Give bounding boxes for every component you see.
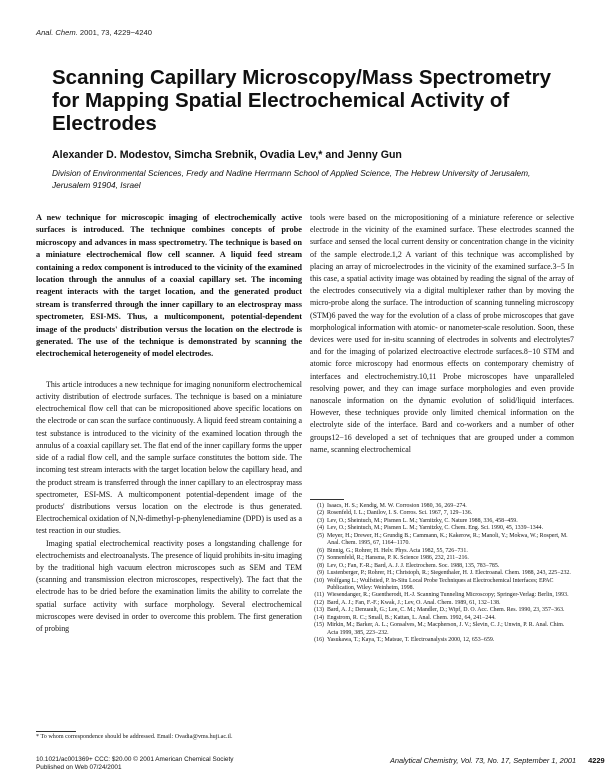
- reference-text: Isaacs, H. S.; Kendig, M. W. Corrosion 1980, 36, 269−274.: [327, 503, 467, 509]
- reference-text: Bard, A. J.; Denuault, G.; Lee, C. M.; Mandler, D.; Wipf, D. O. Acc. Chem. Res. 1990, 23, 357−363.: [327, 607, 565, 614]
- reference-number: (9): [317, 570, 324, 577]
- affiliation: Division of Environmental Sciences, Fredy and Nadine Herrmann School of Applied Science, The Hebrew University of Jerusalem, Jerusalem 91904, Israel: [52, 168, 531, 190]
- published-line: Published on Web 07/24/2001: [36, 763, 122, 771]
- reference-number: (1): [317, 503, 324, 509]
- doi-block: [36, 756, 233, 772]
- reference-number: (11): [314, 592, 324, 599]
- reference-number: (4): [317, 525, 324, 532]
- reference-text: Engstrom, R. C.; Small, B.; Kattan, L. Anal. Chem. 1992, 64, 241−244.: [327, 614, 496, 621]
- abstract: A new technique for microscopic imaging of electrochemically active surfaces is introduced. The technique combines concepts of probe microscopy and advances in mass spectrometry. The technique is based on a miniature electrochemical flow cell scanner. A liquid feed stream containing a redox component is introduced to the vicinity of the examined location through the annulus of a coaxial capillary set. The incoming reagent interacts with the target location, and the generated product stream is transferred through the inner capillary to an electrospray mass spectrometer, ESI-MS. Thus, a multicomponent, potential-dependent image of the products' distribution versus the location on the electrode is generated. The use of the technique is demonstrated by scanning the electrochemical heterogeneity of model electrodes.: [36, 213, 302, 359]
- reference-text: Lev, O.; Sheintuch, M.; Pismen L. M.; Yarnitzky, C. Chem. Eng. Sci. 1990, 45, 1339−1344.: [327, 525, 544, 532]
- article-title: Scanning Capillary Microscopy/Mass Spectrometry for Mapping Spatial Electrochemical Activity of Electrodes: [52, 66, 551, 135]
- body-paragraph: tools were based on the micropositioning of a miniature reference or selective electrode in the vicinity of the examined surface. These electrodes scanned the surface and sensed the local current density or concentration change in the vicinity of the sample electrode.1,2 A variant of this technique was accomplished by placing an array of microelectrodes in the vicinity of the examined surface.3−5 In this case, a spatial activity image was obtained by reading the signal of the array of the electrodes consecutively via a digital multiplexer rather than by moving the micro-probe along the surface. The introduction of scanning tunneling microscopy (STM)6 paved the way for the evolution of a class of probe microscopes that gave morphological information with atomic- or nanometer-scale resolution. Soon, these devices were used for in-situ scanning of electrodes in solvents and electrolytes7 and for the imaging of polarized electroactive electrode surfaces.8−10 STM and atomic force microscopy had enormous effects on contemporary chemistry of interfaces and electrochemistry.10,11 Probe microscopes have unparalleled resolving power, and they can image surface morphologies and even provide nanoscale information on the dynamic evolution of solid/liquid interfaces. However, these techniques provide only limited chemical information on the electrolyte side of the interface. Bard and co-workers and a number of other groups12−16 developed a set of techniques that are grouped under a common name, scanning electrochemical: [310, 213, 574, 454]
- reference-item: [310, 578, 576, 593]
- reference-number: (8): [317, 562, 324, 569]
- reference-number: (12): [314, 599, 324, 606]
- reference-number: (10): [314, 577, 324, 584]
- citation-volume: 2001, 73, 4229−4240: [79, 28, 152, 37]
- reference-text: Wiesendanger, R.; Guentherodt, H.-J. Scanning Tunneling Microscopy; Springer-Verlag: Berlin, 1993.: [327, 592, 569, 599]
- reference-text: Meyer, H.; Drewer, H.; Grundig B.; Cammann, K.; Kakerow, R.; Manoli, Y.; Mokwa, W.; Rospert, M. Anal. Chem. 1995, 67, 1164−1170.: [327, 532, 568, 547]
- reference-item: [310, 607, 576, 614]
- reference-number: (14): [314, 614, 324, 621]
- page-number: 4229: [588, 756, 605, 765]
- reference-number: (2): [317, 510, 324, 517]
- author-list: Alexander D. Modestov, Simcha Srebnik, Ovadia Lev,* and Jenny Gun: [52, 149, 402, 161]
- reference-item: [310, 563, 576, 570]
- reference-number: (7): [317, 555, 324, 562]
- correspondence-footnote: * To whom correspondence should be addressed. Email: Ovadia@vms.huji.ac.il.: [36, 734, 233, 740]
- reference-text: Sonnenfeld, R.; Hansma, P. K. Science 1986, 232, 211−216.: [327, 555, 469, 562]
- reference-text: Wolfgang L.; Wulfstied, P. In-Situ Local Probe Techniques at Electrochemical Interfaces; EPAC Publication, Wiley: Weinheim, 1998.: [327, 577, 554, 591]
- reference-number: (13): [314, 607, 324, 614]
- reference-text: Bard, A. J.; Fan, F.-F.; Kwak, J.; Lev, O. Anal. Chem. 1989, 61, 132−138.: [327, 599, 501, 606]
- reference-item: [310, 510, 576, 517]
- right-column: [310, 212, 574, 456]
- reference-text: Mirkin, M.; Barker, A. L.; Gonsalves, M.; Macpherson, J. V.; Slevin, C. J.; Unwin, P. R. Anal. Chim. Acta 1999, 385, 223−232.: [327, 622, 565, 636]
- reference-text: Lev, O.; Sheintuch, M.; Pismen L. M.; Yarnitzky, C. Nature 1988, 336, 458−459.: [327, 517, 518, 524]
- doi-line: 10.1021/ac001369+ CCC: $20.00 © 2001 American Chemical Society: [36, 756, 234, 763]
- reference-item: [310, 637, 576, 644]
- reference-item: [310, 615, 576, 622]
- reference-list: [310, 503, 576, 645]
- reference-item: [310, 533, 576, 548]
- reference-item: [310, 622, 576, 637]
- left-column: [36, 212, 302, 635]
- reference-item: [310, 555, 576, 562]
- journal-citation: [36, 28, 152, 37]
- reference-number: (16): [314, 637, 324, 644]
- body-paragraph: Imaging spatial electrochemical reactivity poses a longstanding challenge for electrochemists and electroanalysts. The presence of liquid prohibits in-situ imaging by the traditional high vacuum electron microscopes such as SEM and TEM (scanning and transmission electron microscopes, respectively). The fact that the electrode has to be dried before the examination limits the ability to correlate the spatial surface activity with surface morphology. Several electrochemical microscopes were devised in order to overcome this problem. The first generation of probing: [36, 538, 302, 633]
- journal-issue: Analytical Chemistry, Vol. 73, No. 17, September 1, 2001: [390, 756, 577, 765]
- reference-item: [310, 525, 576, 532]
- journal-footer: [390, 756, 605, 765]
- reference-text: Lustenberger, P.; Rohrer, H.; Christoph, R.; Siegenthaler, H. J. Electroanal. Chem. 1988, 243, 225−232.: [327, 570, 571, 577]
- references-divider: [310, 499, 344, 500]
- reference-number: (3): [317, 517, 324, 524]
- reference-text: Yasukawa, T.; Kaya, T.; Matsue, T. Electroanalysis 2000, 12, 653−659.: [327, 637, 495, 644]
- reference-number: (6): [317, 547, 324, 554]
- reference-item: [310, 570, 576, 577]
- body-paragraph: This article introduces a new technique for imaging nonuniform electrochemical activity distribution of electrode surfaces. The technique is based on a miniature electrochemical flow cell that can be micropositioned above specific locations on the electrode or can scan the surface continuously. A liquid feed stream containing a test substance is introduced to the vicinity of the examined location through the annulus of a coaxial capillary set. The flat end of the inner capillary forms the upper side of a radial flow cell, and the sample surface constitutes the bottom side. The incoming test stream interacts with the target location below the capillary head, and the product stream is transferred through the inner capillary to an electrospray mass spectrometer, ESI-MS. A multicomponent potential-dependent image of the products' distributions versus location on the electrode is thus generated. Electrochemical oxidation of N,N-dimethyl-p-phenylenediamine (DPD) is used as a test reaction in our studies.: [36, 379, 302, 536]
- reference-item: [310, 592, 576, 599]
- citation-journal: Anal. Chem.: [36, 28, 78, 37]
- reference-text: Binnig, G.; Rohrer, H. Helv. Phys. Acta 1982, 55, 726−731.: [327, 547, 468, 554]
- footnote-divider: [36, 731, 76, 732]
- reference-number: (5): [317, 532, 324, 539]
- reference-text: Lev, O.; Fan, F.-R.; Bard, A. J. J. Electrochem. Soc. 1988, 135, 783−785.: [327, 562, 500, 569]
- reference-item: [310, 518, 576, 525]
- reference-number: (15): [314, 622, 324, 629]
- reference-text: Rosenfeld, I. L.; Danilov, I. S. Corros. Sci. 1967, 7, 129−136.: [327, 510, 473, 517]
